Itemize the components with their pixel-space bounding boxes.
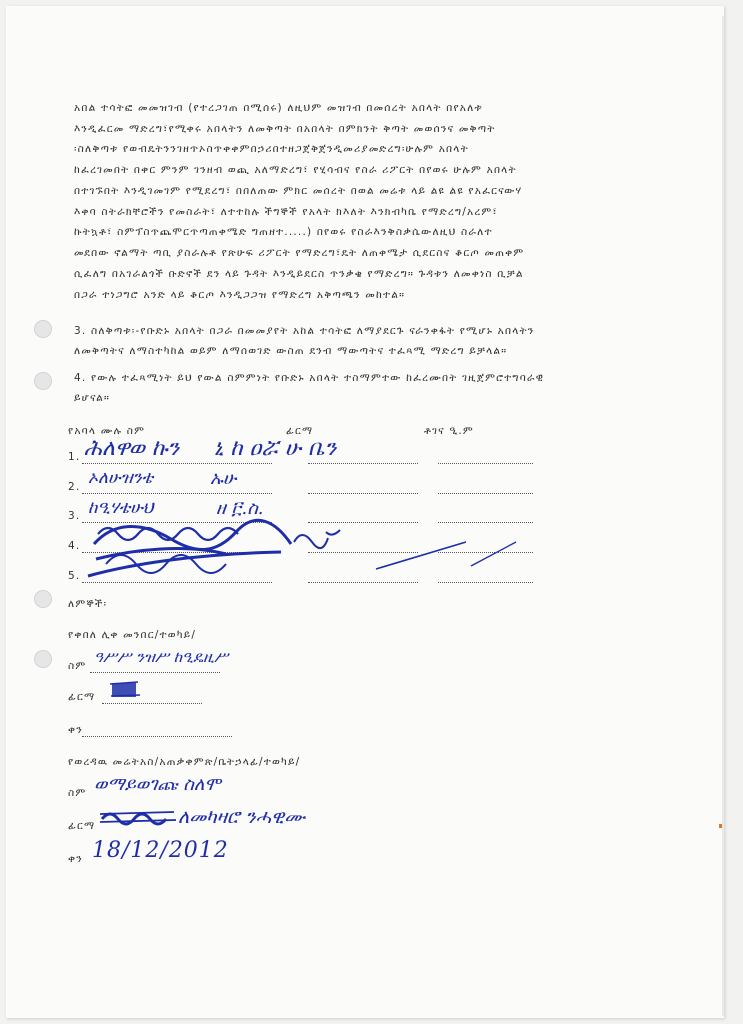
handover-strike-signature (98, 806, 178, 832)
paragraph-line: እንዲፈርመ ማድረግ፣የሚቀሩ አበላትን ለመቅጣት በአበላት በምክንት ቅጣት መወሰንና መቅጣት (74, 123, 496, 135)
column-header-name: የአባላ ሙሉ ስም (68, 425, 146, 437)
signature-line (308, 463, 418, 464)
member-signature: ዘ ፫.ስ. (216, 498, 264, 519)
paragraph-line: ከፈረገመበት በቀር ምንም ገንዘብ ወጪ አለማድረግ፣ የሂሳብና የስራ ሪፖርት በየወሩ ሁሉም አበላት (74, 164, 517, 176)
receiver-signature (106, 678, 146, 702)
receiver-name-signature: ዓሥሥ ንዝሥ ከዒዴዚሥ (94, 648, 229, 666)
handover-date-value: 18/12/2012 (92, 838, 229, 863)
receiver-date-line (82, 736, 232, 737)
remark-line (438, 463, 533, 464)
handover-signature: ለመካዛሮ ንሓዊሙ (178, 806, 306, 828)
member-name-signature: ከዒሃቴሁህ (88, 498, 154, 518)
handover-name-signature: ወማይወገጩ ስለሞ (94, 774, 221, 795)
section-3-line: 3. ስለቅጣቱ፡-የቡድኑ አበላት በጋራ በመመያየት አከል ተሳትፎ ለማያደርጉ ናራንቀፋት የሚሆኑ አበላትን (74, 325, 535, 337)
paragraph-line: በጋራ ተነጋግሮ አንድ ላይ ቆርጦ እንዲጋጋዝ የማድረግ አቅጣጫን መከተል። (74, 289, 406, 301)
section-4-line: ይሆናል። (74, 392, 111, 404)
receiver-heading: የቀበለ ሊቀ መንበር/ተወካይ/ (68, 629, 197, 641)
remark-line (438, 493, 533, 494)
handover-heading: የወረዳዉ መሬትአስ/አጠቃቀምጽ/ቤትኃላፊ/ተወካይ/ (68, 756, 301, 768)
handover-name-label: ስም (68, 787, 87, 799)
paragraph-line: እቀባ ስትራክቸሮችን የመስራት፣ ለተተከሉ ችግኞች የአላት ክእለት እንክብካቤ የማድረግ/አረም፣ (74, 206, 498, 218)
witness-label: ለምኞች፡ (68, 598, 108, 610)
scribbled-signatures (76, 514, 536, 594)
name-line (82, 463, 272, 464)
punch-hole-4 (34, 650, 52, 668)
paragraph-line: አበል ተሳትፎ መመዝገብ (የተረጋገጠ በሚሰሩ) ለዚህም መዝገብ በመሰረት አበላት በየአለቱ (74, 102, 483, 114)
receiver-date-label: ቀን (68, 724, 83, 736)
paragraph-line: ፡ስለቅጣቱ የወብዴትንንገዘጥኦስጥቀቀምበኃሪበተዘጋጀቅጀንዲመሪያመድረግ፡ሁሉም አበላት (74, 143, 469, 155)
member-number: 3. (68, 510, 81, 522)
paragraph-line: ሲፈለግ በአገራልጎች ቡድኖች ደን ላይ ጉዳት እንዲይደርስ ጥንቃቄ የማድረግ። ጉዳቱን ለመቀነስ ቢቻል (74, 268, 524, 280)
punch-hole-2 (34, 372, 52, 390)
section-4-line: 4. የውሉ ተፈጻሚነት ይህ የውል ስምምነት የቡድኑ አበላት ተስማምተው ከፈረሙበት ገዚጀምሮተግባራዊ (74, 372, 545, 384)
paragraph-line: በተገኙበት እንዲገመገም የሚደረግ፣ በበለጠው ምክር መሰረት በወል መሬቱ ላይ ልዩ ልዩ የአፈርናውሃ (74, 185, 523, 197)
member-number: 4. (68, 540, 81, 552)
member-signature: ኒ ከ ዐሯ ሁ ቤን (214, 436, 337, 461)
member-number: 2. (68, 481, 81, 493)
member-number: 5. (68, 570, 81, 582)
receiver-name-line (90, 672, 220, 673)
margin-mark (719, 824, 722, 828)
handover-date-label: ቀን (68, 853, 83, 865)
name-line (82, 493, 272, 494)
column-header-signature: ፊርማ (286, 425, 314, 437)
column-header-remark: ቶገና ዒ.ም (424, 425, 474, 437)
punch-hole-1 (34, 320, 52, 338)
section-3-line: ለመቅጣትና ለማስተካከል ወይም ለማሰወገድ ውስጠ ደንብ ማውጣትና ተፈጻሚ ማድረግ ይቻላል። (74, 345, 508, 357)
receiver-sign-line (102, 703, 202, 704)
signature-line (308, 493, 418, 494)
receiver-sign-label: ፊርማ (68, 691, 96, 703)
document-page (6, 6, 724, 1018)
member-name-signature: ሕለዋወ ኩን (84, 436, 180, 461)
paragraph-line: ኩትኳቶ፣ ስምፕስጥጨሞርጥጣጠቀሜድ ግጠዘተ.....) በየወሩ የስራእንቅስቃሴውለዚህ ስራለተ (74, 226, 493, 238)
page-edge (722, 16, 724, 1016)
member-name-signature: ኦለሁዝንቴ (88, 468, 154, 488)
handover-sign-label: ፊርማ (68, 820, 96, 832)
member-signature: ኡሁ (210, 468, 237, 489)
member-number: 1. (68, 451, 81, 463)
receiver-name-label: ስም (68, 660, 87, 672)
paragraph-line: መደበው ኖልማት ጣቢ ያስራሉቶ የጽሁፍ ሪፖርት የማድረግ፣ዴት ለጠቀሜታ ሲደርስና ቆርጦ መጠቀም (74, 247, 525, 259)
punch-hole-3 (34, 590, 52, 608)
